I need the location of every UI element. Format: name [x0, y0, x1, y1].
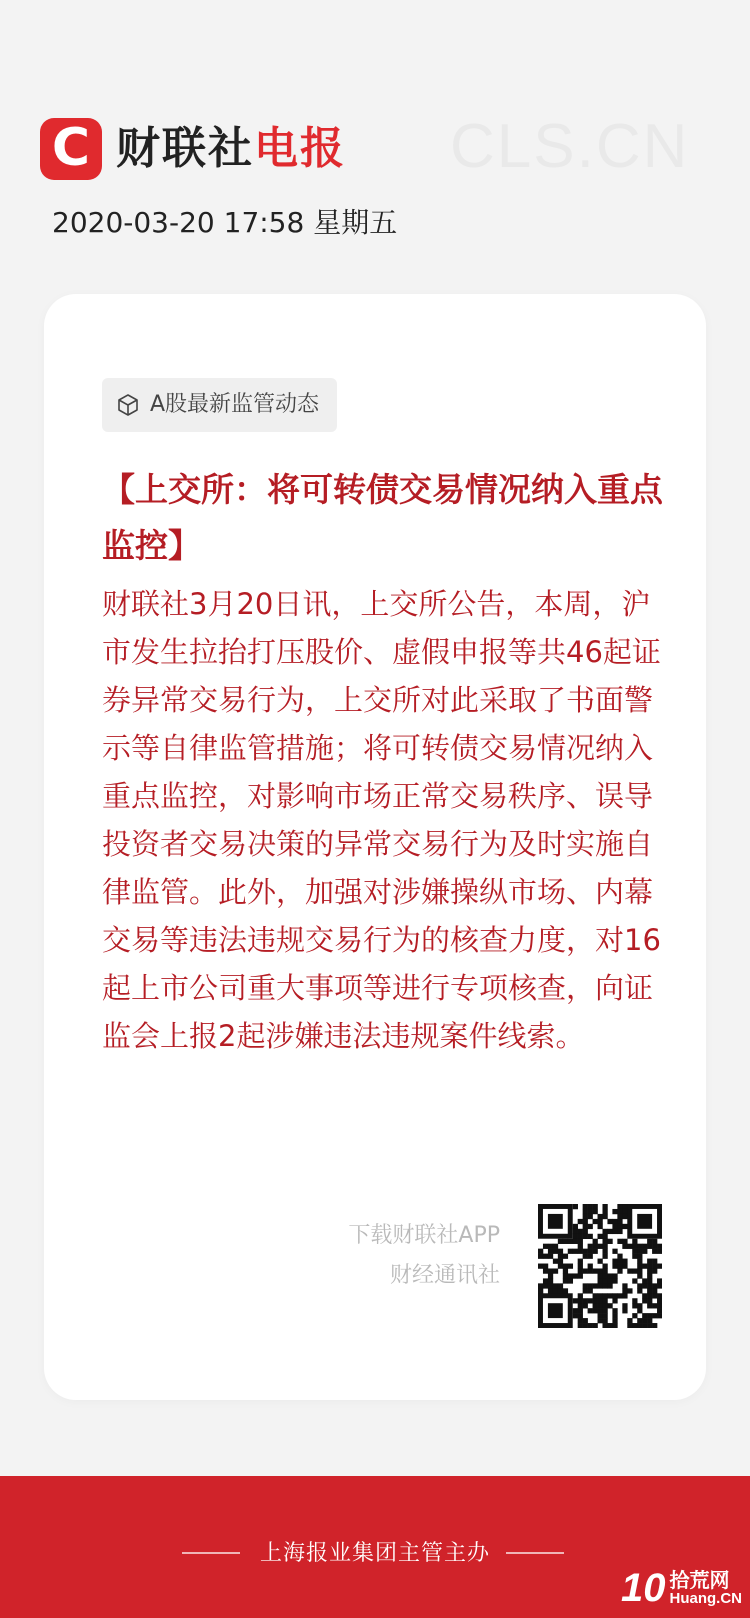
site-watermark: CLS.CN	[450, 112, 690, 181]
category-tag[interactable]	[102, 378, 337, 432]
app-logo	[40, 118, 102, 180]
logo-letter: C	[51, 118, 91, 178]
news-body: 财联社3月20日讯，上交所公告，本周，沪市发生拉抬打压股价、虚假申报等共46起证券异常交易行为，上交所对此采取了书面警示等自律监管措施；将可转债交易情况纳入重点监控，对影响市场正常交易秩序、误导投资者交易决策的异常交易行为及时实施自律监管。此外，加强对涉嫌操纵市场、内幕交易等违法违规交易行为的核查力度，对16起上市公司重大事项等进行专项核查，向证监会上报2起涉嫌违法违规案件线索。	[102, 587, 661, 1053]
qr-code[interactable]	[538, 1204, 662, 1328]
watermark-badge	[621, 1568, 742, 1608]
promo-tagline: 财经通讯社	[389, 1263, 500, 1288]
promo-download-app: 下载财联社APP	[348, 1223, 500, 1248]
badge-cn: 拾荒网	[669, 1568, 730, 1592]
category-tag-label: A股最新监管动态	[150, 392, 320, 417]
footer-bar	[0, 1476, 750, 1618]
news-headline: 【上交所：将可转债交易情况纳入重点监控】	[102, 470, 663, 565]
brand-name	[116, 118, 346, 180]
badge-en: Huang.CN	[669, 1590, 742, 1607]
badge-number: 10	[621, 1566, 666, 1610]
brand-name-red: 电报	[254, 123, 346, 174]
app-promo	[348, 1216, 500, 1296]
brand-name-dark: 财联社	[116, 123, 254, 174]
cube-icon	[116, 393, 140, 417]
publish-datetime: 2020-03-20 17:58 星期五	[52, 206, 398, 239]
news-card	[44, 294, 706, 1400]
footer-publisher-text: 上海报业集团主管主办	[259, 1541, 490, 1566]
